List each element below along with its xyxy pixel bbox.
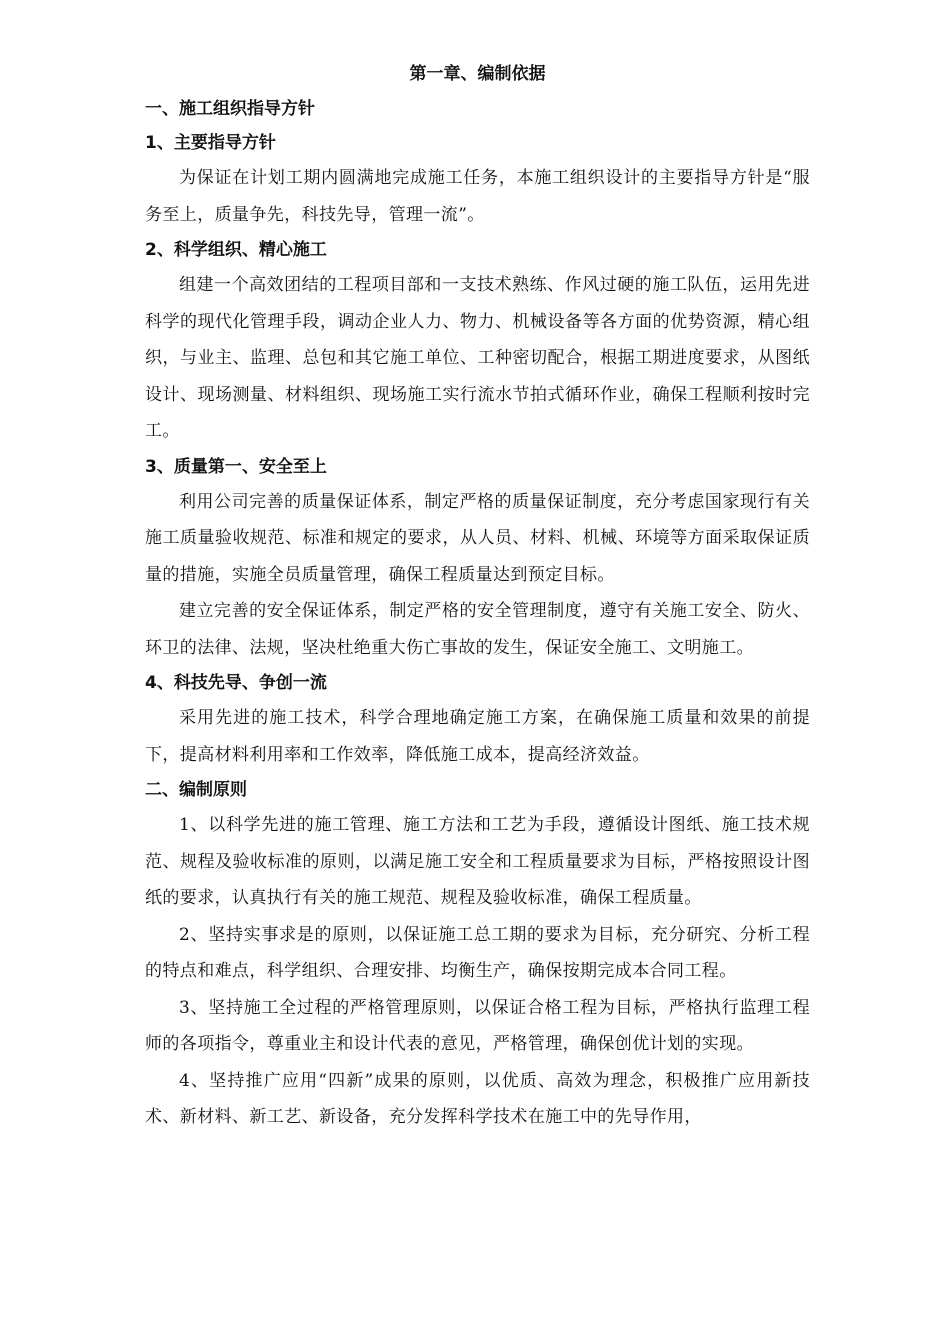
paragraph: 利用公司完善的质量保证体系，制定严格的质量保证制度，充分考虑国家现行有关施工质量验收规范、标准和规定的要求，从人员、材料、机械、环境等方面采取保证质量的措施，实施全员质量管理，确保工程质量达到预定目标。: [145, 491, 810, 585]
paragraph: 4、坚持推广应用“四新”成果的原则，以优质、高效为理念，积极推广应用新技术、新材料、新工艺、新设备，充分发挥科学技术在施工中的先导作用，: [145, 1070, 810, 1127]
subsection-heading-technology-leading: 4、科技先导、争创一流: [145, 673, 327, 693]
subsection-heading-quality-safety: 3、质量第一、安全至上: [145, 456, 327, 477]
subsection-heading-main-guidelines: 1、主要指导方针: [145, 133, 276, 153]
document-page: [145, 58, 810, 1136]
paragraph: 为保证在计划工期内圆满地完成施工任务，本施工组织设计的主要指导方针是“服务至上，质量争先，科技先导，管理一流”。: [145, 168, 810, 225]
section-heading-compilation-principles: 二、编制原则: [145, 780, 247, 800]
paragraph: 组建一个高效团结的工程项目部和一支技术熟练、作风过硬的施工队伍，运用先进科学的现代化管理手段，调动企业人力、物力、机械设备等各方面的优势资源，精心组织，与业主、监理、总包和其它施工单位、工种密切配合，根据工期进度要求，从图纸设计、现场测量、材料组织、现场施工实行流水节拍式循环作业，确保工程顺利按时完工。: [145, 275, 810, 441]
subsection-heading-scientific-organization: 2、科学组织、精心施工: [145, 240, 327, 260]
paragraph: 建立完善的安全保证体系，制定严格的安全管理制度，遵守有关施工安全、防火、环卫的法律、法规，坚决杜绝重大伤亡事故的发生，保证安全施工、文明施工。: [145, 601, 810, 658]
paragraph: 2、坚持实事求是的原则，以保证施工总工期的要求为目标，充分研究、分析工程的特点和难点，科学组织、合理安排、均衡生产，确保按期完成本合同工程。: [145, 924, 810, 981]
paragraph: 采用先进的施工技术，科学合理地确定施工方案，在确保施工质量和效果的前提下，提高材料利用率和工作效率，降低施工成本，提高经济效益。: [145, 708, 810, 765]
section-heading-guiding-principles: 一、施工组织指导方针: [145, 99, 315, 119]
chapter-title: 第一章、编制依据: [409, 64, 546, 84]
paragraph: 1、以科学先进的施工管理、施工方法和工艺为手段，遵循设计图纸、施工技术规范、规程及验收标准的原则，以满足施工安全和工程质量要求为目标，严格按照设计图纸的要求，认真执行有关的施工规范、规程及验收标准，确保工程质量。: [145, 815, 810, 908]
paragraph: 3、坚持施工全过程的严格管理原则，以保证合格工程为目标，严格执行监理工程师的各项指令，尊重业主和设计代表的意见，严格管理，确保创优计划的实现。: [145, 997, 810, 1054]
